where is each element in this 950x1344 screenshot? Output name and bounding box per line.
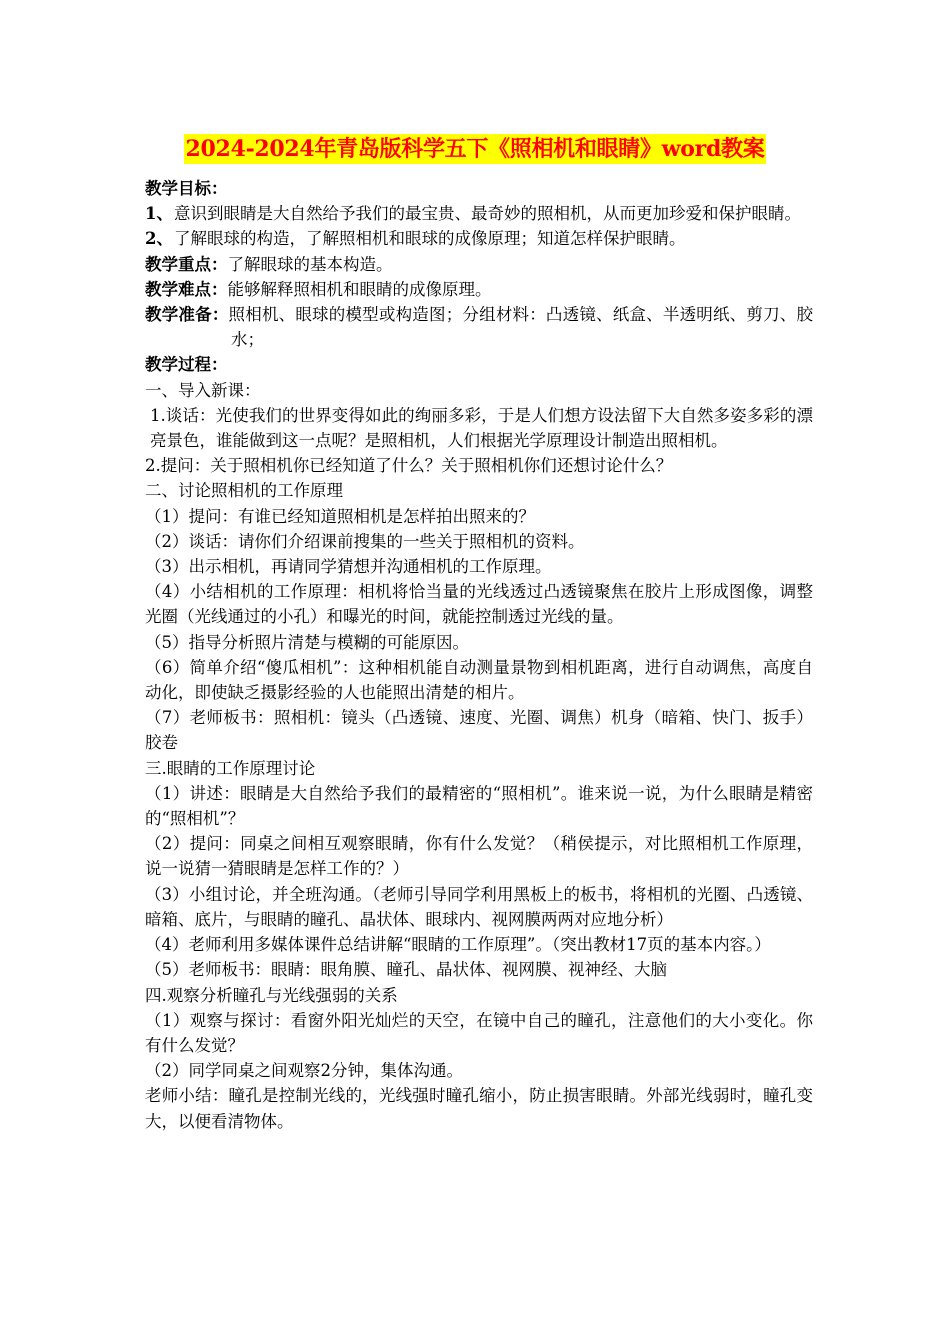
process-line: 三.眼睛的工作原理讨论 (145, 758, 316, 778)
objective-number: 1、 (145, 204, 173, 224)
process-line: （3）出示相机，再请同学猜想并沟通相机的工作原理。 (145, 557, 552, 577)
process-line: 2.提问：关于照相机你已经知道了什么？关于照相机你们还想讨论什么？ (145, 456, 673, 476)
process-line: （1）讲述：眼睛是大自然给予我们的最精密的“照相机”。谁来说一说，为什么眼睛是精密的“照相机”？ (145, 783, 813, 829)
process-line: （3）小组讨论，并全班沟通。（老师引导同学利用黑板上的板书，将相机的光圈、凸透镜、暗箱、底片，与眼睛的瞳孔、晶状体、眼球内、视网膜两两对应地分析） (145, 884, 813, 929)
objective-item (145, 201, 813, 226)
preparation (145, 302, 813, 352)
process-line: （4）老师利用多媒体课件总结讲解“眼睛的工作原理”。（突出教材17页的基本内容。） (145, 935, 771, 955)
difficulty (145, 277, 813, 302)
process-line: （5）指导分析照片清楚与模糊的可能原因。 (145, 632, 469, 652)
objective-text: 了解眼球的构造，了解照相机和眼球的成像原理；知道怎样保护眼睛。 (174, 229, 686, 249)
preparation-text: 照相机、眼球的模型或构造图；分组材料：凸透镜、纸盒、半透明纸、剪刀、胶水； (228, 305, 814, 350)
process-line: 四.观察分析瞳孔与光线强弱的关系 (145, 985, 398, 1005)
key-point-label: 教学重点： (145, 254, 228, 274)
process-line: （6）简单介绍“傻瓜相机”：这种相机能自动测量景物到相机距离，进行自动调焦，高度自动化，即使缺乏摄影经验的人也能照出清楚的相片。 (145, 657, 813, 703)
difficulty-label: 教学难点： (145, 279, 228, 299)
process-line: 一、导入新课： (145, 380, 261, 400)
process-line: 二、讨论照相机的工作原理 (145, 481, 343, 501)
objectives-label: 教学目标： (145, 179, 228, 198)
objective-item (145, 226, 813, 251)
process-label: 教学过程： (145, 355, 228, 375)
process-line: （2）谈话：请你们介绍课前搜集的一些关于照相机的资料。 (145, 531, 585, 551)
objective-number: 2、 (145, 229, 173, 249)
process-line: （7）老师板书：照相机：镜头（凸透镜、速度、光圈、调焦）机身（暗箱、快门、扳手）胶卷 (145, 708, 813, 753)
document-body (145, 176, 813, 1134)
process-line: 1.谈话：光使我们的世界变得如此的绚丽多彩，于是人们想方设法留下大自然多姿多彩的漂亮景色，谁能做到这一点呢？是照相机，人们根据光学原理设计制造出照相机。 (150, 405, 813, 451)
key-point-text: 了解眼球的基本构造。 (227, 254, 393, 274)
process-line: 老师小结：瞳孔是控制光线的，光线强时瞳孔缩小，防止损害眼睛。外部光线弱时，瞳孔变大，以便看清物体。 (145, 1086, 813, 1131)
key-point (145, 252, 813, 277)
process-line: （2）提问：同桌之间相互观察眼睛，你有什么发觉？（稍侯提示，对比照相机工作原理，说一说猜一猜眼睛是怎样工作的？） (145, 834, 813, 879)
document-title: 2024-2024年青岛版科学五下《照相机和眼睛》word教案 (185, 136, 765, 162)
process-line: （1）提问：有谁已经知道照相机是怎样拍出照来的？ (145, 506, 535, 526)
objective-text: 意识到眼睛是大自然给予我们的最宝贵、最奇妙的照相机，从而更加珍爱和保护眼睛。 (174, 204, 801, 224)
preparation-label: 教学准备： (145, 305, 229, 325)
title-block (0, 134, 950, 164)
process-line: （2）同学同桌之间观察2分钟，集体沟通。 (145, 1061, 463, 1081)
process-line: （5）老师板书：眼睛：眼角膜、瞳孔、晶状体、视网膜、视神经、大脑 (145, 960, 667, 980)
process-line: （4）小结相机的工作原理：相机将恰当量的光线透过凸透镜聚焦在胶片上形成图像，调整光圈（光线通过的小孔）和曝光的时间，就能控制透过光线的量。 (145, 582, 813, 627)
process-line: （1）观察与探讨：看窗外阳光灿烂的天空，在镜中自己的瞳孔，注意他们的大小变化。你有什么发觉？ (145, 1010, 813, 1055)
difficulty-text: 能够解释照相机和眼睛的成像原理。 (227, 279, 492, 299)
